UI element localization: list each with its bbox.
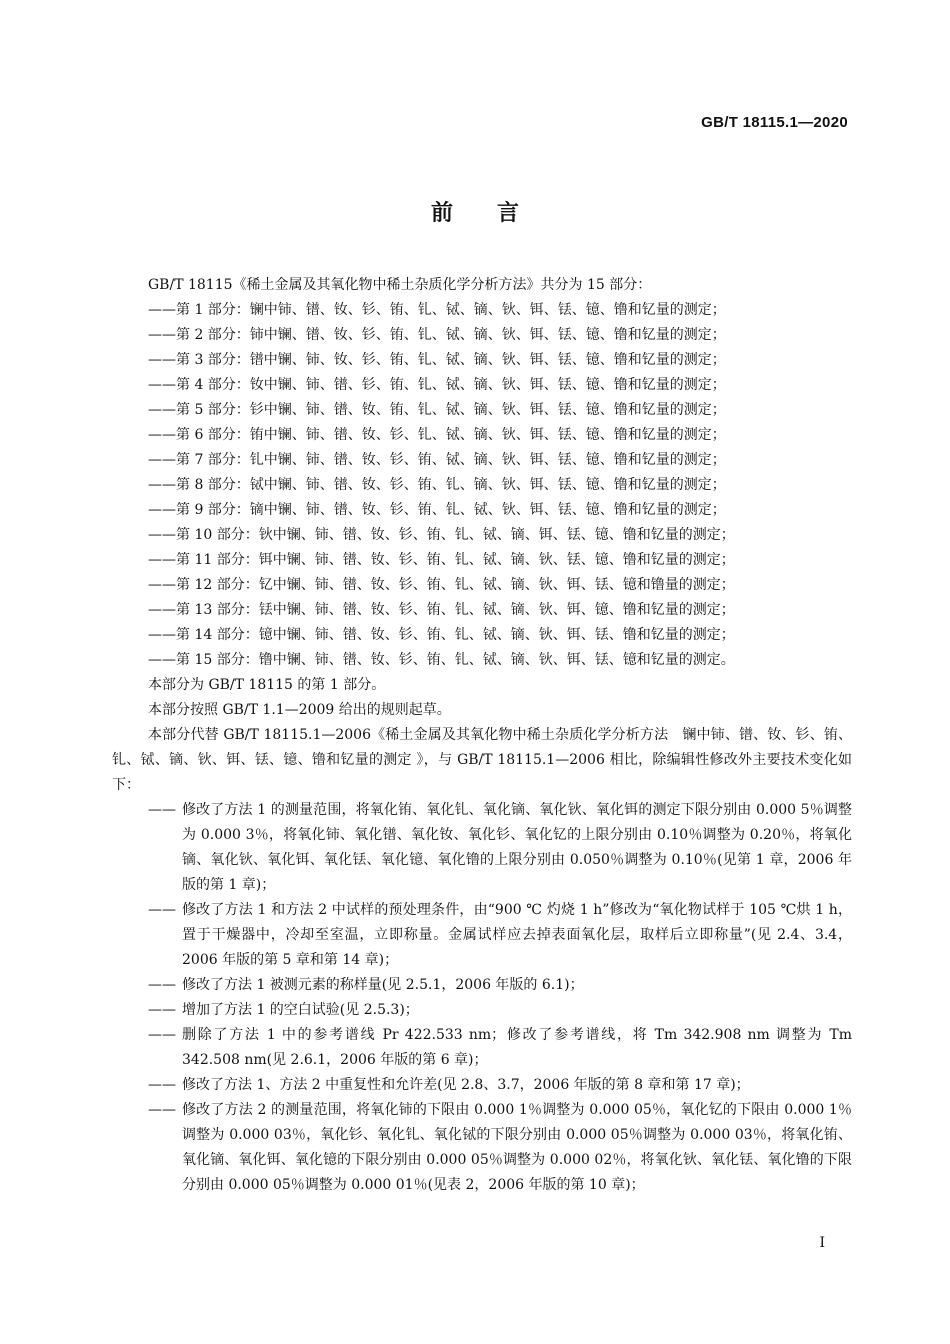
change-text: 修改了方法 1 和方法 2 中试样的预处理条件，由“900 ℃ 灼烧 1 h”修改为“氧化物试样于 105 ℃烘 1 h，置于干燥器中，冷却至室温，立即称量。金属试样应去掉表面氧化层，取样后立即称量”(见 2.4、3.4，2006 年版的第 5 章和第 14 章)； [182,902,852,968]
dash-marker: —— [148,802,176,818]
part-item: ——第 3 部分：镨中镧、铈、钕、钐、铕、钆、铽、镝、钬、铒、铥、镱、镥和钇量的测定； [148,352,726,368]
part-item: ——第 10 部分：钬中镧、铈、镨、钕、钐、铕、钆、铽、镝、铒、铥、镱、镥和钇量的测定； [148,527,735,543]
part-item: ——第 9 部分：镝中镧、铈、镨、钕、钐、铕、钆、铽、钬、铒、铥、镱、镥和钇量的测定； [148,502,726,518]
page-number: Ⅰ [819,1235,825,1251]
part-item: ——第 14 部分：镱中镧、铈、镨、钕、钐、铕、钆、铽、镝、钬、铒、铥、镥和钇量的测定； [148,627,735,643]
part-item: ——第 15 部分：镥中镧、铈、镨、钕、钐、铕、钆、铽、镝、钬、铒、铥、镱和钇量的测定。 [148,652,735,668]
part-item: ——第 1 部分：镧中铈、镨、钕、钐、铕、钆、铽、镝、钬、铒、铥、镱、镥和钇量的测定； [148,302,726,318]
parts-list [112,298,852,673]
dash-marker: —— [148,1027,176,1043]
intro-line: GB/T 18115《稀土金属及其氧化物中稀土杂质化学分析方法》共分为 15 部分： [148,277,652,293]
statement-part: 本部分为 GB/T 18115 的第 1 部分。 [148,677,386,693]
standard-code: GB/T 18115.1—2020 [701,114,848,131]
document-body [112,273,852,1198]
change-item [112,1023,852,1073]
part-item: ——第 6 部分：铕中镧、铈、镨、钕、钐、钆、铽、镝、钬、铒、铥、镱、镥和钇量的测定； [148,427,726,443]
change-item [112,1073,852,1098]
dash-marker: —— [148,1077,176,1093]
change-item [112,973,852,998]
part-item: ——第 5 部分：钐中镧、铈、镨、钕、铕、钆、铽、镝、钬、铒、铥、镱、镥和钇量的测定； [148,402,726,418]
change-item [112,1098,852,1198]
part-item: ——第 2 部分：铈中镧、镨、钕、钐、铕、钆、铽、镝、钬、铒、铥、镱、镥和钇量的测定； [148,327,726,343]
change-text: 修改了方法 2 的测量范围，将氧化铈的下限由 0.000 1％调整为 0.000 05％，氧化钇的下限由 0.000 1％调整为 0.000 03％，氧化钐、氧化钆、氧化铽的下限分别由 0.000 05％调整为 0.000 03％，将氧化铕、氧化镝、氧化铒、氧化镱的下限分别由 0.000 05％调整为 0.000 02％，将氧化钬、氧化铥、氧化镥的下限分别由 0.000 05％调整为 0.000 01％(见表 2，2006 年版的第 10 章)； [182,1102,852,1193]
change-text: 增加了方法 1 的空白试验(见 2.5.3)； [182,1002,419,1018]
change-item [112,798,852,898]
change-item [112,998,852,1023]
change-text: 修改了方法 1、方法 2 中重复性和允许差(见 2.8、3.7，2006 年版的第 8 章和第 17 章)； [182,1077,750,1093]
part-item: ——第 7 部分：钆中镧、铈、镨、钕、钐、铕、铽、镝、钬、铒、铥、镱、镥和钇量的测定； [148,452,726,468]
dash-marker: —— [148,977,176,993]
change-item [112,898,852,973]
part-item: ——第 4 部分：钕中镧、铈、镨、钐、铕、钆、铽、镝、钬、铒、铥、镱、镥和钇量的测定； [148,377,726,393]
changes-list [112,798,852,1198]
part-item: ——第 13 部分：铥中镧、铈、镨、钕、钐、铕、钆、铽、镝、钬、铒、镱、镥和钇量的测定； [148,602,735,618]
part-item: ——第 12 部分：钇中镧、铈、镨、钕、钐、铕、钆、铽、镝、钬、铒、铥、镱和镥量的测定； [148,577,735,593]
part-item: ——第 11 部分：铒中镧、铈、镨、钕、钐、铕、钆、铽、镝、钬、铥、镱、镥和钇量的测定； [148,552,735,568]
replaces-paragraph: 本部分代替 GB/T 18115.1—2006《稀土金属及其氧化物中稀土杂质化学分析方法 镧中铈、镨、钕、钐、铕、钆、铽、镝、钬、铒、铥、镱、镥和钇量的测定 》，与 GB/T 18115.1—2006 相比，除编辑性修改外主要技术变化如下： [112,727,852,793]
change-text: 修改了方法 1 的测量范围，将氧化铕、氧化钆、氧化镝、氧化钬、氧化铒的测定下限分别由 0.000 5％调整为 0.000 3％，将氧化铈、氧化镨、氧化钕、氧化钐、氧化钇的上限分别由 0.10％调整为 0.20％，将氧化镝、氧化钬、氧化铒、氧化铥、氧化镱、氧化镥的上限分别由 0.050％调整为 0.10％(见第 1 章，2006 年版的第 1 章)； [182,802,852,893]
dash-marker: —— [148,1002,176,1018]
part-item: ——第 8 部分：铽中镧、铈、镨、钕、钐、铕、钆、镝、钬、铒、铥、镱、镥和钇量的测定； [148,477,726,493]
change-text: 修改了方法 1 被测元素的称样量(见 2.5.1，2006 年版的 6.1)； [182,977,584,993]
page-title: 前言 [430,201,563,226]
statement-rules: 本部分按照 GB/T 1.1—2009 给出的规则起草。 [148,702,451,718]
change-text: 删除了方法 1 中的参考谱线 Pr 422.533 nm；修改了参考谱线，将 Tm 342.908 nm 调整为 Tm 342.508 nm(见 2.6.1，2006 年版的第 6 章)； [182,1027,852,1068]
dash-marker: —— [148,902,176,918]
dash-marker: —— [148,1102,176,1118]
